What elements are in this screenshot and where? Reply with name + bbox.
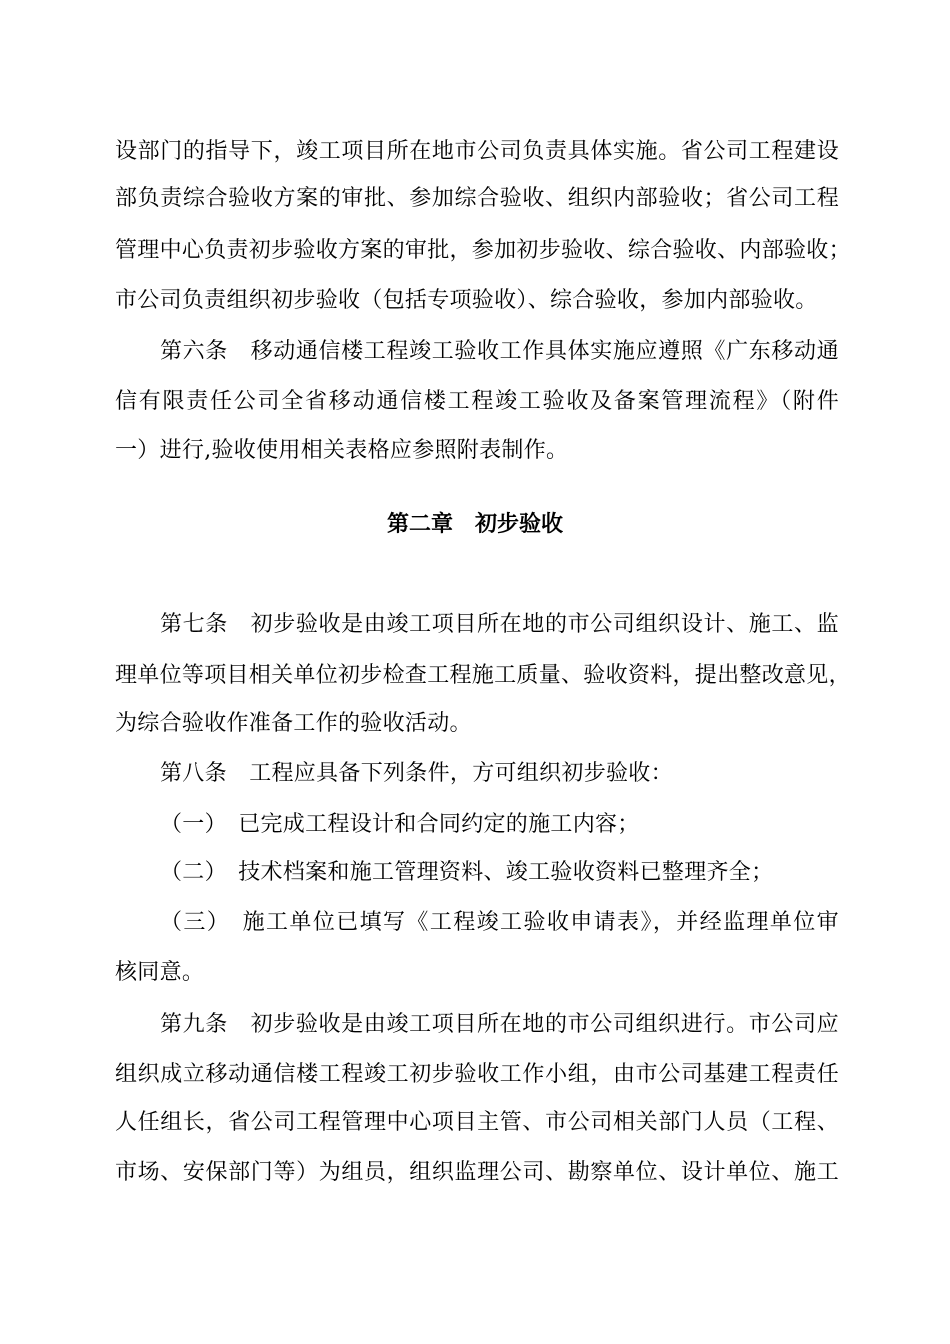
article-9-line: 组织成立移动通信楼工程竣工初步验收工作小组，由市公司基建工程责任 xyxy=(115,1062,839,1087)
article-9-line: 人任组长，省公司工程管理中心项目主管、市公司相关部门人员（工程、 xyxy=(115,1110,839,1135)
condition-item-3: （三） 施工单位已填写《工程竣工验收申请表》，并经监理单位审 xyxy=(160,910,839,935)
article-6-line: 信有限责任公司全省移动通信楼工程竣工验收及备案管理流程》（附件 xyxy=(115,389,839,414)
article-6-line: 第六条 移动通信楼工程竣工验收工作具体实施应遵照《广东移动通 xyxy=(160,339,839,364)
paragraph-line: 市公司负责组织初步验收（包括专项验收）、综合验收，参加内部验收。 xyxy=(115,288,818,313)
condition-item-1: （一） 已完成工程设计和合同约定的施工内容； xyxy=(160,812,640,837)
paragraph-line: 部负责综合验收方案的审批、参加综合验收、组织内部验收；省公司工程 xyxy=(115,186,839,211)
article-7-line: 理单位等项目相关单位初步检查工程施工质量、验收资料，提出整改意见， xyxy=(115,663,851,688)
paragraph-line: 管理中心负责初步验收方案的审批，参加初步验收、综合验收、内部验收； xyxy=(115,238,851,263)
article-8-line: 第八条 工程应具备下列条件，方可组织初步验收： xyxy=(160,761,673,786)
article-9-line: 第九条 初步验收是由竣工项目所在地的市公司组织进行。市公司应 xyxy=(160,1012,839,1037)
article-7-line: 为综合验收作准备工作的验收活动。 xyxy=(115,711,472,736)
article-9-line: 市场、安保部门等）为组员，组织监理公司、勘察单位、设计单位、施工 xyxy=(115,1160,839,1185)
article-6-line: 一）进行,验收使用相关表格应参照附表制作。 xyxy=(115,438,569,463)
condition-item-3-cont: 核同意。 xyxy=(115,960,205,985)
paragraph-line: 设部门的指导下，竣工项目所在地市公司负责具体实施。省公司工程建设 xyxy=(115,139,839,164)
chapter-heading: 第二章 初步验收 xyxy=(386,511,563,537)
condition-item-2: （二） 技术档案和施工管理资料、竣工验收资料已整理齐全； xyxy=(160,860,774,885)
article-7-line: 第七条 初步验收是由竣工项目所在地的市公司组织设计、施工、监 xyxy=(160,612,839,637)
